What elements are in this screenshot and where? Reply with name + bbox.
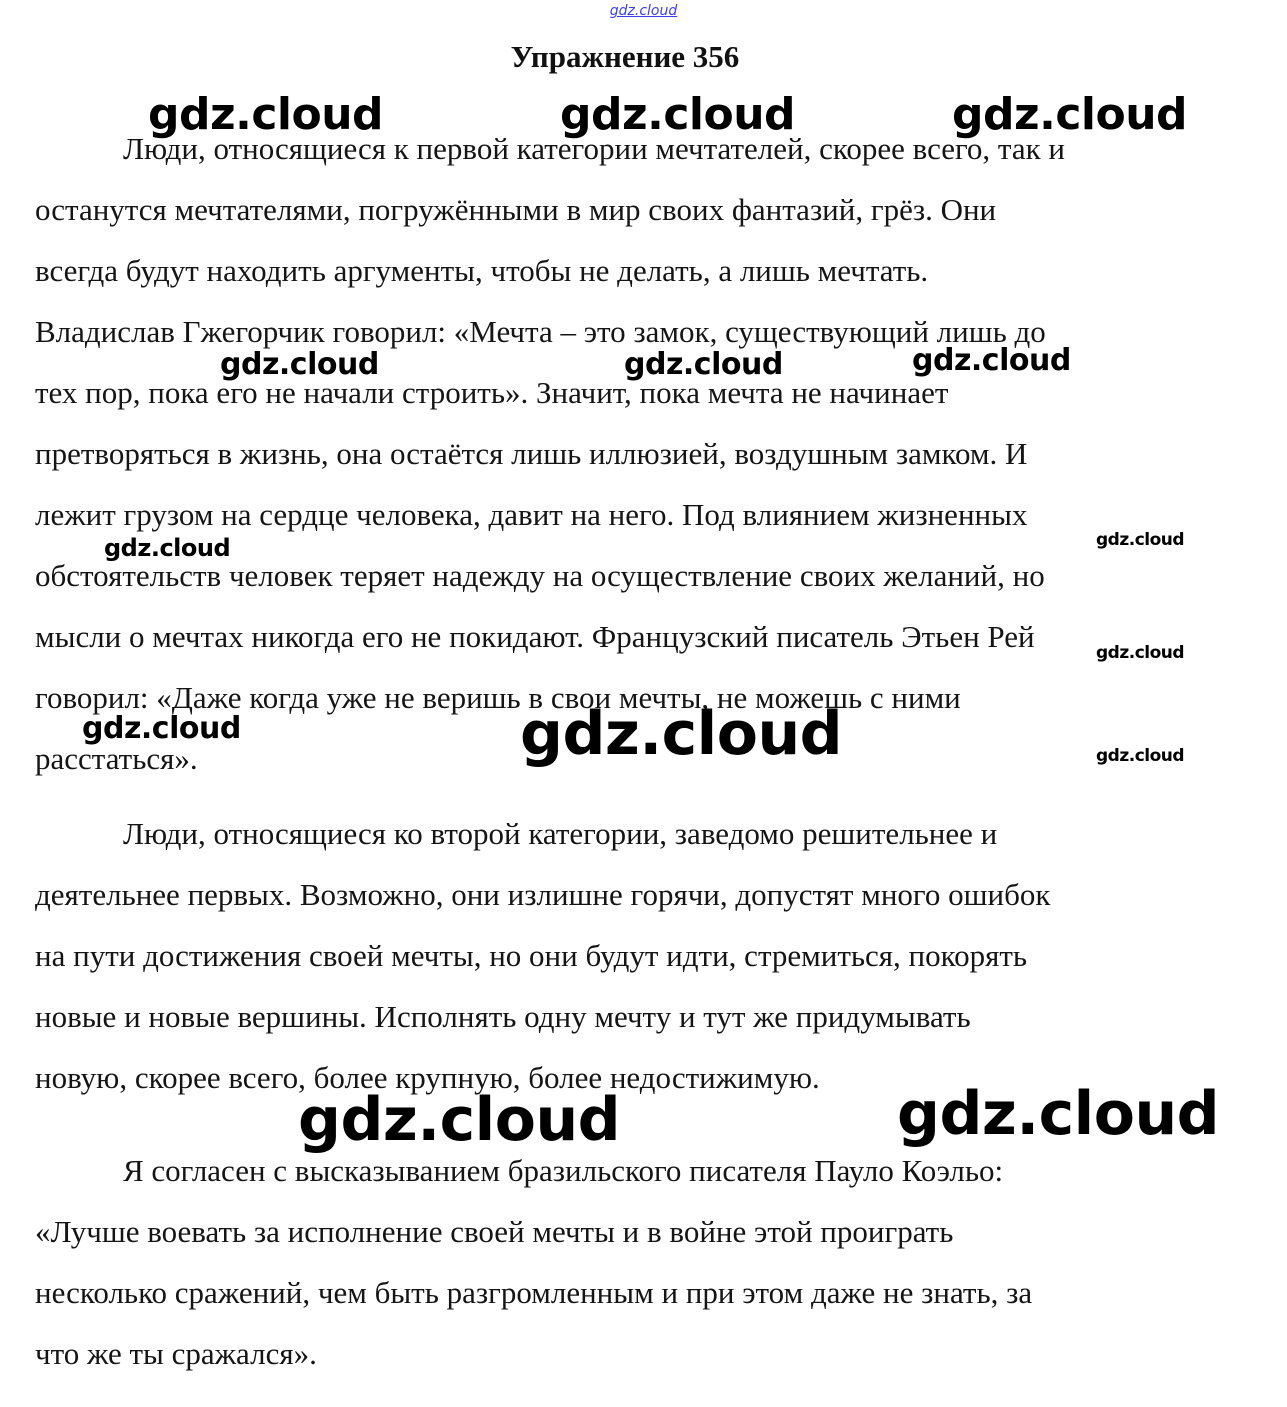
- text-line: тех пор, пока его не начали строить». Значит, пока мечта не начинает: [35, 375, 949, 410]
- paragraph-3: [35, 1140, 1225, 1384]
- text-line: деятельнее первых. Возможно, они излишне горячи, допустят много ошибок: [35, 877, 1051, 912]
- text-line: Я согласен с высказыванием бразильского писателя Пауло Коэльо:: [123, 1153, 1004, 1188]
- watermark: gdz.cloud: [1096, 530, 1185, 550]
- watermark: gdz.cloud: [520, 699, 843, 769]
- watermark: gdz.cloud: [897, 1079, 1220, 1149]
- exercise-title: Упражнение 356: [510, 39, 740, 74]
- text-line: останутся мечтателями, погружёнными в мир своих фантазий, грёз. Они: [35, 192, 997, 227]
- text-line: Владислав Гжегорчик говорил: «Мечта – это замок, существующий лишь до: [35, 314, 1046, 349]
- text-line: всегда будут находить аргументы, чтобы не делать, а лишь мечтать.: [35, 253, 929, 288]
- watermark: gdz.cloud: [220, 347, 379, 382]
- text-line: Люди, относящиеся ко второй категории, заведомо решительнее и: [123, 816, 998, 851]
- watermark: gdz.cloud: [952, 89, 1188, 140]
- watermark: gdz.cloud: [624, 347, 783, 382]
- watermark: gdz.cloud: [82, 711, 241, 746]
- text-line: «Лучше воевать за исполнение своей мечты и в войне этой проиграть: [35, 1214, 954, 1249]
- watermark: gdz.cloud: [298, 1085, 621, 1155]
- text-line: Люди, относящиеся к первой категории мечтателей, скорее всего, так и: [123, 131, 1066, 166]
- text-line: мысли о мечтах никогда его не покидают. Французский писатель Этьен Рей: [35, 619, 1035, 654]
- text-line: говорил: «Даже когда уже не веришь в свои мечты, не можешь с ними: [35, 680, 961, 715]
- watermark: gdz.cloud: [1096, 643, 1185, 663]
- text-line: на пути достижения своей мечты, но они будут идти, стремиться, покорять: [35, 938, 1028, 973]
- watermark: gdz.cloud: [560, 89, 796, 140]
- watermark: gdz.cloud: [912, 343, 1071, 378]
- watermark: gdz.cloud: [104, 534, 231, 562]
- site-link[interactable]: gdz.cloud: [609, 3, 678, 19]
- text-line: что же ты сражался».: [35, 1336, 317, 1371]
- text-line: расстаться».: [35, 741, 198, 776]
- watermark: gdz.cloud: [148, 89, 384, 140]
- text-line: новую, скорее всего, более крупную, более недостижимую.: [35, 1060, 820, 1095]
- paragraph-1: [35, 118, 1225, 789]
- watermark: gdz.cloud: [1096, 746, 1185, 766]
- text-line: претворяться в жизнь, она остаётся лишь иллюзией, воздушным замком. И: [35, 436, 1028, 471]
- text-line: несколько сражений, чем быть разгромленным и при этом даже не знать, за: [35, 1275, 1033, 1310]
- text-line: новые и новые вершины. Исполнять одну мечту и тут же придумывать: [35, 999, 971, 1034]
- paragraph-2: [35, 803, 1225, 1108]
- text-line: обстоятельств человек теряет надежду на осуществление своих желаний, но: [35, 558, 1045, 593]
- text-line: лежит грузом на сердце человека, давит на него. Под влиянием жизненных: [35, 497, 1028, 532]
